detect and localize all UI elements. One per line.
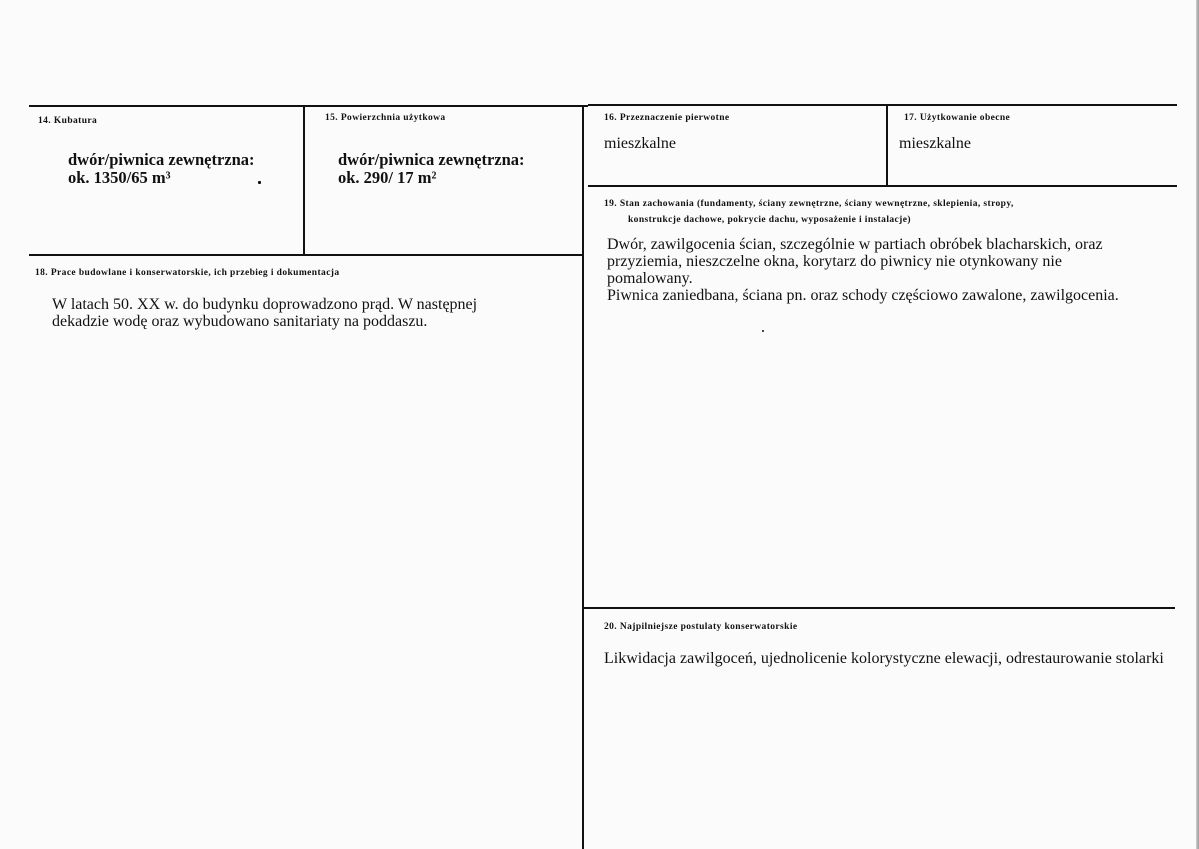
- powierzchnia-line2: ok. 290/ 17 m²: [338, 168, 437, 187]
- stan-zachowania-paragraph1: Dwór, zawilgocenia ścian, szczególnie w partiach obróbek blacharskich, oraz przyziemia, nieszczelne okna, korytarz do piwnicy nie otynkowany nie pomalowany.: [607, 236, 1103, 287]
- przeznaczenie-value: mieszkalne: [604, 135, 676, 152]
- rule-above-20: [584, 607, 1175, 609]
- main-vertical-divider: [582, 105, 584, 849]
- divider-14-15: [303, 105, 305, 256]
- stan-zachowania-text: [607, 236, 1147, 304]
- stan-zachowania-label-line1: 19. Stan zachowania (fundamenty, ściany zewnętrzne, ściany wewnętrzne, sklepienia, stropy,: [604, 199, 1014, 209]
- rule-above-19: [588, 185, 1177, 187]
- powierzchnia-line1: dwór/piwnica zewnętrzna:: [338, 150, 525, 169]
- dot-mark: [258, 181, 261, 184]
- postulaty-label: 20. Najpilniejsze postulaty konserwatorskie: [604, 622, 798, 632]
- kubatura-label: 14. Kubatura: [38, 116, 98, 126]
- uzytkowanie-value: mieszkalne: [899, 135, 971, 152]
- prace-budowlane-label: 18. Prace budowlane i konserwatorskie, ich przebieg i dokumentacja: [35, 268, 340, 278]
- stan-zachowania-paragraph2: Piwnica zaniedbana, ściana pn. oraz schody częściowo zawalone, zawilgocenia.: [607, 287, 1119, 304]
- dot-mark: [762, 330, 764, 332]
- uzytkowanie-label: 17. Użytkowanie obecne: [904, 113, 1011, 123]
- divider-16-17: [886, 104, 888, 186]
- top-rule-left: [29, 105, 588, 107]
- powierzchnia-label: 15. Powierzchnia użytkowa: [325, 113, 446, 123]
- rule-above-18: [29, 254, 584, 256]
- top-rule-right: [588, 104, 1177, 106]
- stan-zachowania-label-line2: konstrukcje dachowe, pokrycie dachu, wyposażenie i instalacje): [628, 215, 911, 225]
- prace-budowlane-text: W latach 50. XX w. do budynku doprowadzono prąd. W następnej dekadzie wodę oraz wybudowano sanitariaty na poddaszu.: [52, 296, 478, 330]
- kubatura-line2: ok. 1350/65 m³: [68, 168, 171, 187]
- postulaty-text: Likwidacja zawilgoceń, ujednolicenie kolorystyczne elewacji, odrestaurowanie stolarki: [604, 650, 1164, 667]
- przeznaczenie-label: 16. Przeznaczenie pierwotne: [604, 113, 730, 123]
- powierzchnia-value: [338, 151, 525, 187]
- kubatura-value: [68, 151, 255, 187]
- stan-zachowania-label: [604, 196, 1014, 228]
- kubatura-line1: dwór/piwnica zewnętrzna:: [68, 150, 255, 169]
